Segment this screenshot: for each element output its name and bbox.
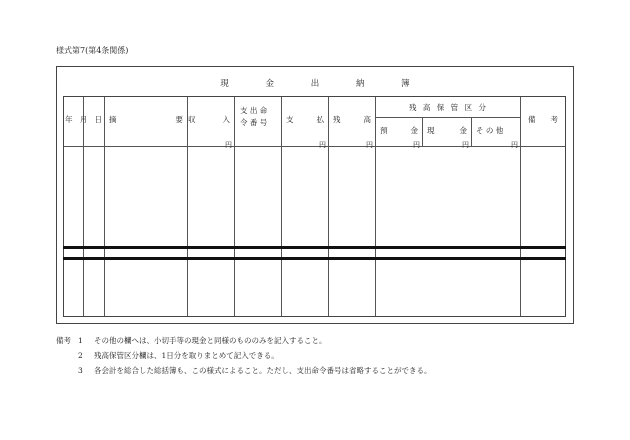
payment-header xyxy=(286,114,324,125)
date-header xyxy=(65,114,102,125)
cash-header-char: 金 xyxy=(459,126,467,135)
income-header-char: 収 xyxy=(188,115,196,124)
column-divider xyxy=(83,97,84,316)
note-item xyxy=(56,333,432,348)
column-divider xyxy=(422,117,423,146)
cash-header xyxy=(427,125,467,136)
summary-header xyxy=(109,114,183,125)
column-divider xyxy=(187,97,188,316)
remarks-header-char: 考 xyxy=(550,115,558,124)
notes-heading: 備考 xyxy=(56,336,71,345)
remarks-header-char: 備 xyxy=(528,115,536,124)
column-divider xyxy=(375,97,376,316)
yen-mark: 円 xyxy=(511,141,518,149)
yen-mark: 円 xyxy=(319,141,326,149)
note-text: 各会計を総合した総括簿も、この様式によること。ただし、支出命令番号は省略することができる。 xyxy=(94,366,432,375)
month-header: 月 xyxy=(79,115,88,124)
payment-order-line: 支 出 命 xyxy=(240,106,268,115)
payment-order-header xyxy=(240,105,267,129)
column-divider xyxy=(234,97,235,316)
payment-header-char: 払 xyxy=(316,115,324,124)
payment-header-char: 支 xyxy=(286,115,294,124)
ledger-title xyxy=(57,77,573,89)
title-char: 金 xyxy=(265,79,275,89)
notes-section xyxy=(56,333,432,378)
deposit-header-char: 預 xyxy=(380,126,388,135)
thick-divider xyxy=(63,246,566,249)
column-divider xyxy=(471,117,472,146)
title-char: 出 xyxy=(310,79,320,89)
cash-header-char: 現 xyxy=(427,126,435,135)
balance-header-char: 高 xyxy=(363,115,371,124)
income-header-char: 入 xyxy=(222,115,230,124)
title-char: 簿 xyxy=(401,79,410,89)
storage-header: 残 高 保 管 区 分 xyxy=(409,103,486,112)
yen-mark: 円 xyxy=(225,141,232,149)
column-divider xyxy=(281,97,282,316)
balance-header-char: 残 xyxy=(333,115,341,124)
yen-mark: 円 xyxy=(462,141,469,149)
column-divider xyxy=(104,97,105,316)
note-number: 1 xyxy=(78,336,83,345)
income-header xyxy=(188,114,230,125)
note-item xyxy=(56,363,432,378)
note-number: 3 xyxy=(78,366,83,375)
yen-mark: 円 xyxy=(413,141,420,149)
balance-header xyxy=(333,114,371,125)
summary-header-char: 摘 xyxy=(109,115,117,124)
deposit-header xyxy=(380,125,418,136)
row-divider xyxy=(375,117,520,118)
payment-order-line: 令 番 号 xyxy=(240,118,268,127)
note-text: 残高保管区分欄は、1日分を取りまとめて記入できる。 xyxy=(94,351,279,360)
year-header: 年 xyxy=(65,115,73,124)
ledger-frame xyxy=(56,66,574,324)
form-label: 様式第7(第4条関係) xyxy=(56,46,129,55)
column-divider xyxy=(520,97,521,316)
column-divider xyxy=(328,97,329,316)
title-char: 納 xyxy=(355,79,365,89)
other-header: そ の 他 xyxy=(476,126,504,135)
note-text: その他の欄へは、小切手等の現金と同様のもののみを記入すること。 xyxy=(94,336,327,345)
note-item xyxy=(56,348,432,363)
day-header: 日 xyxy=(94,115,102,124)
summary-header-char: 要 xyxy=(175,115,183,124)
remarks-header xyxy=(528,114,558,125)
note-number: 2 xyxy=(78,351,83,360)
yen-mark: 円 xyxy=(366,141,373,149)
header-bottom-line xyxy=(64,146,565,147)
ledger-table xyxy=(63,96,566,317)
title-char: 現 xyxy=(220,79,229,89)
deposit-header-char: 金 xyxy=(410,126,418,135)
thick-divider xyxy=(63,257,566,260)
